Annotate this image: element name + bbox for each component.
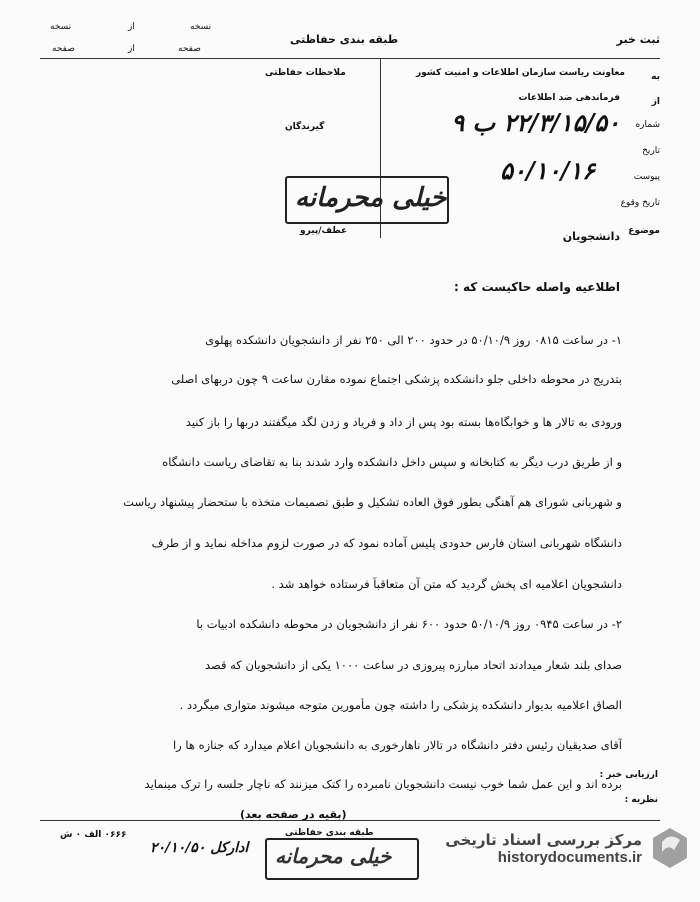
watermark bbox=[445, 826, 690, 870]
to-value: معاونت ریاست سازمان اطلاعات و امنیت کشور bbox=[415, 68, 625, 78]
body-line-5: و شهربانی شورای هم آهنگی بطور فوق العاده تشکیل و طبق تصمیمات متخذه با ستحضار پیشنهاد ریاست bbox=[123, 495, 622, 509]
date-value: ۵۰/۱۰/۱۶ bbox=[500, 156, 595, 185]
footer-stamp bbox=[265, 838, 419, 880]
security-notes-label: ملاحظات حفاظتی bbox=[265, 68, 346, 78]
classification-header: طبقه بندی حفاظتی bbox=[290, 33, 399, 46]
subject-value: دانشجویان bbox=[562, 230, 620, 243]
header-divider bbox=[40, 58, 660, 59]
page-label: صفحه bbox=[178, 44, 201, 54]
event-date-label: تاریخ وقوع bbox=[620, 198, 660, 208]
footer-stamp-text: خیلی محرمانه bbox=[275, 844, 392, 868]
handwritten-note: ادارکل ۲۰/۱۰/۵۰ bbox=[150, 840, 249, 856]
top-secret-stamp bbox=[285, 176, 449, 224]
copy-of-label: از bbox=[128, 22, 135, 32]
watermark-text bbox=[445, 831, 642, 866]
continued-note: (بقیه در صفحه بعد) bbox=[240, 808, 347, 821]
subject-label: موضوع bbox=[628, 226, 660, 236]
body-line-2: بتدریج در محوطه داخلی جلو دانشکده پزشکی اجتماع نموده مقارن ساعت ۹ چون دربهای اصلی bbox=[171, 372, 622, 386]
copy-label: نسخه bbox=[190, 22, 212, 32]
body-line-4: و از طریق درب دیگر به کتابخانه و سپس داخل دانشکده وارد شدند بنا به تقاضای ریاست دانشگاه bbox=[162, 455, 622, 469]
body-line-11: آقای صدیقیان رئیس دفتر دانشگاه در تالار ناهارخوری به دانشجویان اعلام میدارد که جنازه ها را bbox=[172, 738, 622, 752]
attachment-label: پیوست bbox=[633, 172, 660, 182]
from-label: از bbox=[651, 97, 660, 107]
receipt-label: ثبت خبر bbox=[616, 33, 660, 46]
body-line-7: دانشجویان اعلامیه ای پخش گردید که متن آن متعاقباً فرستاده خواهد شد . bbox=[271, 577, 622, 591]
report-intro: اطلاعیه واصله حاکیست که : bbox=[454, 280, 620, 294]
page-label-2: صفحه bbox=[52, 44, 75, 54]
watermark-fa: مرکز بررسی اسناد تاریخی bbox=[445, 830, 642, 849]
body-line-8: ۲- در ساعت ۰۹۴۵ روز ۵۰/۱۰/۹ حدود ۶۰۰ نفر از دانشجویان در محوطه دانشکده ادبیات با bbox=[196, 617, 622, 631]
number-label: شماره bbox=[635, 120, 660, 130]
body-line-6: دانشگاه شهربانی استان فارس حدودی پلیس آماده نمود که در صورت لزوم مداخله نماید و از طرف bbox=[151, 536, 622, 550]
watermark-logo-icon bbox=[650, 826, 690, 870]
to-label: به bbox=[651, 72, 660, 82]
number-value: ۲۲/۳/۱۵/۵۰ ب ۹ bbox=[451, 108, 620, 137]
footer-divider bbox=[40, 820, 660, 821]
recipients-label: گیرندگان bbox=[285, 122, 325, 132]
stamp-text: خیلی محرمانه bbox=[295, 183, 447, 213]
body-line-12: برده اند و این عمل شما خوب نیست دانشجویان نامبرده را کتک میزنند که ناچار جلسه را ترک مینماید bbox=[144, 777, 622, 791]
reference-label: عطف/پیرو bbox=[300, 226, 348, 236]
from-value: فرماندهی ضد اطلاعات bbox=[518, 93, 620, 103]
watermark-en: historydocuments.ir bbox=[497, 848, 642, 866]
opinion-label: نظریه : bbox=[624, 795, 658, 805]
body-line-3: ورودی به تالار ها و خوابگاه‌ها بسته بود پس از داد و فریاد و زدن لگد میگفتند دربها را باز کنید bbox=[185, 415, 622, 429]
page-of-label: از bbox=[128, 44, 135, 54]
body-line-1: ۱- در ساعت ۰۸۱۵ روز ۵۰/۱۰/۹ در حدود ۲۰۰ الی ۲۵۰ نفر از دانشجویان دانشکده پهلوی bbox=[205, 333, 622, 347]
evaluation-label: ارزیابی خبر : bbox=[599, 770, 658, 780]
classification-footer: طبقه بندی حفاظتی bbox=[285, 828, 374, 838]
copy-label-2: نسخه bbox=[50, 22, 72, 32]
document-code: ۰۶۶۶ الف ۰ ش bbox=[60, 830, 127, 840]
date-label: تاریخ bbox=[642, 146, 660, 156]
body-line-10: الصاق اعلامیه بدیوار دانشکده پزشکی را داشته چون مأمورین متوجه میشوند متواری میگردد . bbox=[179, 698, 622, 712]
body-line-9: صدای بلند شعار میدادند اتحاد مبارزه پیروزی در ساعت ۱۰۰۰ یکی از دانشجویان که قصد bbox=[204, 658, 622, 672]
